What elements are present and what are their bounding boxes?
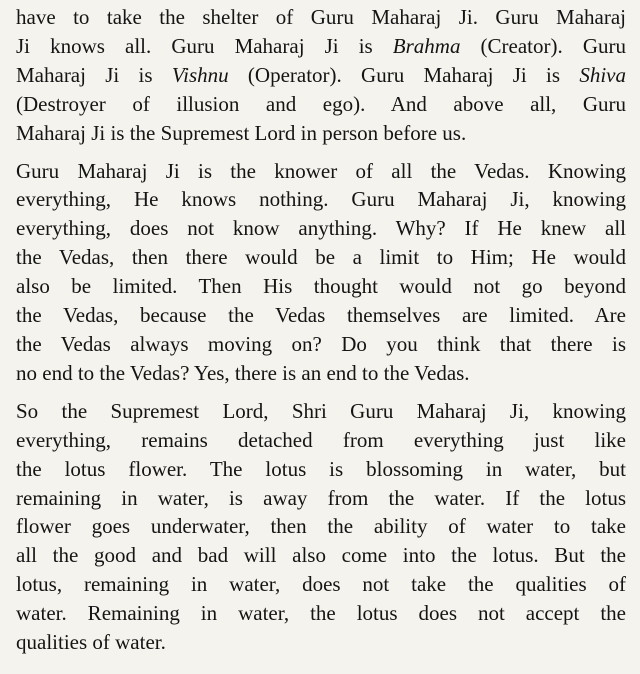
text-line bbox=[16, 119, 626, 148]
text-segment: everything, does not know anything. Why? If He knew all bbox=[16, 216, 626, 241]
text-line bbox=[16, 359, 626, 388]
text-segment: (Destroyer of illusion and ego). And above all, Guru bbox=[16, 91, 626, 116]
text-segment: qualities of water. bbox=[16, 630, 166, 655]
text-line bbox=[16, 570, 626, 599]
text-segment: everything, He knows nothing. Guru Maharaj Ji, knowing bbox=[16, 187, 626, 212]
text-segment: water. Remaining in water, the lotus does not accept the bbox=[16, 601, 626, 626]
text-line bbox=[16, 484, 626, 513]
text-segment: the Vedas always moving on? Do you think that there is bbox=[16, 331, 626, 356]
text-segment: remaining in water, is away from the water. If the lotus bbox=[16, 485, 626, 510]
text-line bbox=[16, 426, 626, 455]
text-line bbox=[16, 301, 626, 330]
text-segment: flower goes underwater, then the ability of water to take bbox=[16, 514, 626, 539]
text-line bbox=[16, 330, 626, 359]
text-line bbox=[16, 397, 626, 426]
text-line bbox=[16, 3, 626, 32]
text-line bbox=[16, 157, 626, 186]
text-segment: Ji knows all. Guru Maharaj Ji is bbox=[16, 33, 393, 58]
italic-term: Shiva bbox=[579, 62, 626, 87]
text-segment: Maharaj Ji is bbox=[16, 62, 172, 87]
text-line bbox=[16, 455, 626, 484]
text-segment: the Vedas, then there would be a limit to Him; He would bbox=[16, 245, 626, 270]
text-segment: Guru Maharaj Ji is the knower of all the Vedas. Knowing bbox=[16, 158, 626, 183]
text-segment: everything, remains detached from everything just like bbox=[16, 427, 626, 452]
text-segment: the Vedas, because the Vedas themselves are limited. Are bbox=[16, 303, 626, 328]
text-line bbox=[16, 599, 626, 628]
text-segment: So the Supremest Lord, Shri Guru Maharaj Ji, knowing bbox=[16, 398, 626, 423]
text-line bbox=[16, 628, 626, 657]
text-line bbox=[16, 541, 626, 570]
text-line bbox=[16, 185, 626, 214]
text-line bbox=[16, 90, 626, 119]
paragraph-3 bbox=[16, 397, 626, 657]
paragraph-1 bbox=[16, 3, 626, 148]
text-segment: have to take the shelter of Guru Maharaj Ji. Guru Maharaj bbox=[16, 5, 626, 29]
text-segment: lotus, remaining in water, does not take the qualities of bbox=[16, 572, 626, 597]
paragraph-2 bbox=[16, 157, 626, 388]
text-segment: the lotus flower. The lotus is blossoming in water, but bbox=[16, 456, 626, 481]
text-segment: Maharaj Ji is the Supremest Lord in person before us. bbox=[16, 120, 467, 145]
text-segment: also be limited. Then His thought would not go beyond bbox=[16, 274, 626, 299]
text-line bbox=[16, 32, 626, 61]
text-line bbox=[16, 214, 626, 243]
text-line bbox=[16, 61, 626, 90]
italic-term: Vishnu bbox=[171, 62, 229, 87]
text-segment: (Operator). Guru Maharaj Ji is bbox=[228, 62, 580, 87]
text-segment: no end to the Vedas? Yes, there is an end to the Vedas. bbox=[16, 360, 470, 385]
text-line bbox=[16, 272, 626, 301]
text-segment: (Creator). Guru bbox=[460, 33, 626, 58]
text-segment: all the good and bad will also come into the lotus. But the bbox=[16, 543, 626, 568]
text-line bbox=[16, 243, 626, 272]
italic-term: Brahma bbox=[392, 33, 461, 58]
text-line bbox=[16, 512, 626, 541]
